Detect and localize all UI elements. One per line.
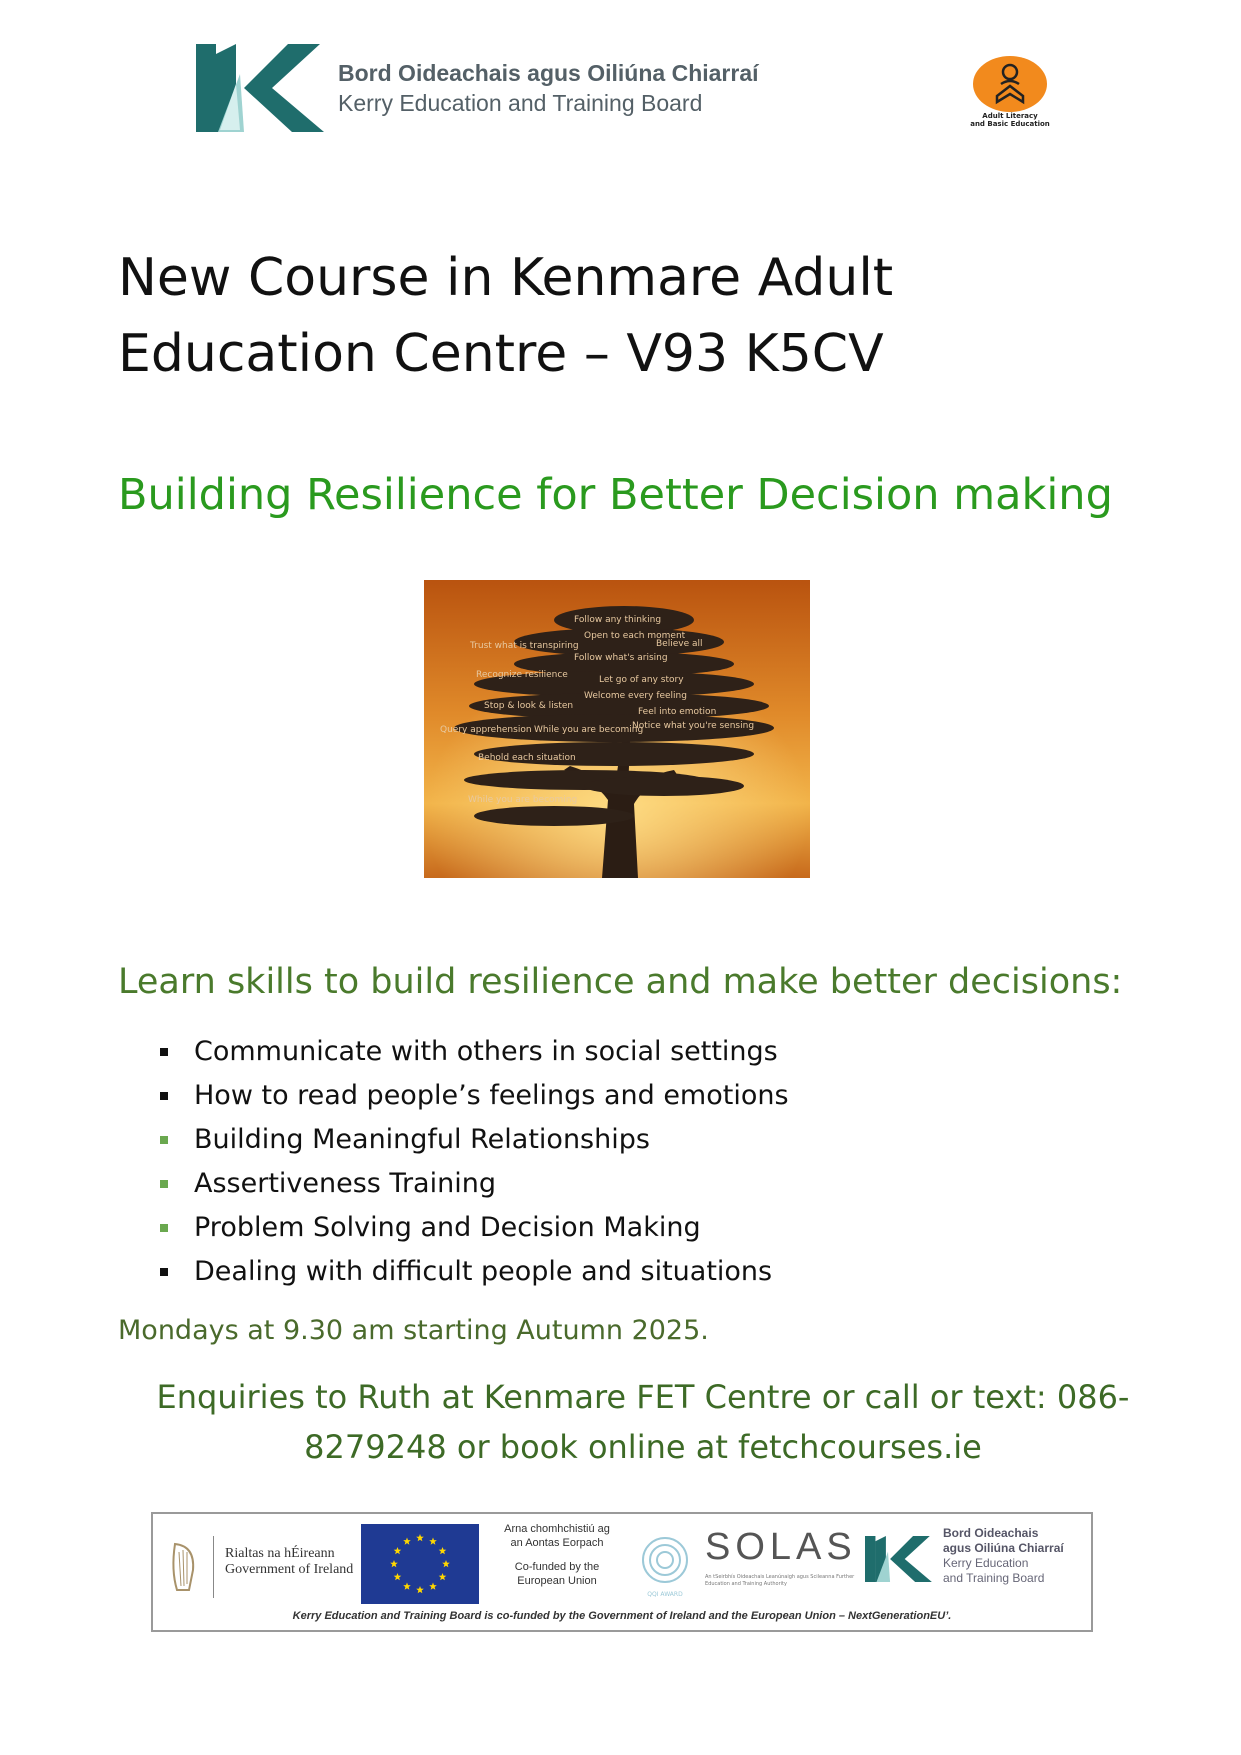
gov-irish: Rialtas na hÉireann	[225, 1546, 335, 1561]
skill-text: Problem Solving and Decision Making	[194, 1212, 701, 1243]
tree-phrase: Behold each situation	[478, 753, 576, 763]
skill-text: Assertiveness Training	[194, 1168, 496, 1199]
badge-caption-2: and Basic Education	[970, 120, 1050, 128]
skills-heading: Learn skills to build resilience and make better decisions:	[118, 962, 1123, 1002]
reading-person-icon	[973, 56, 1047, 112]
org-name-english: Kerry Education and Training Board	[338, 90, 703, 116]
skills-list	[158, 1030, 789, 1294]
tree-phrase: Open to each moment	[584, 631, 686, 641]
tree-phrase: Recognize resilience	[476, 670, 568, 680]
eu-irish-2: an Aontas Eorpach	[510, 1537, 604, 1549]
eu-english-1: Co-funded by the	[514, 1561, 600, 1573]
eu-cofunded-label	[487, 1522, 627, 1588]
solas-logo: SOLAS	[705, 1526, 857, 1568]
qqi-label: QQI AWARD	[647, 1591, 683, 1598]
tree-phrase: Follow what's arising	[574, 653, 668, 663]
page-title-line-1: New Course in Kenmare Adult	[118, 248, 894, 308]
org-name-irish: Bord Oideachais agus Oiliúna Chiarraí	[338, 60, 759, 86]
schedule-text: Mondays at 9.30 am starting Autumn 2025.	[118, 1315, 709, 1346]
enquiries-line-1: Enquiries to Ruth at Kenmare FET Centre or call or text: 086-	[156, 1378, 1130, 1416]
ktb-english-2: and Training Board	[943, 1571, 1045, 1585]
ktb-irish-2: agus Oiliúna Chiarraí	[943, 1541, 1064, 1555]
ktb-english-1: Kerry Education	[943, 1556, 1029, 1570]
tree-phrase: Trust what is transpiring	[470, 641, 579, 651]
tree-phrase: While you are becoming	[534, 725, 644, 735]
funding-caption: Kerry Education and Training Board is co-funded by the Government of Ireland and the European Union – NextGenerationEU’.	[292, 1610, 952, 1622]
list-item	[158, 1250, 789, 1294]
tree-phrase: Follow any thinking	[574, 615, 662, 625]
skill-text: Building Meaningful Relationships	[194, 1124, 650, 1155]
list-item	[158, 1206, 789, 1250]
tree-phrase: Query apprehension	[440, 725, 532, 735]
solas-subtitle: An tSeirbhís Oideachais Leanúnaigh agus Scileanna Further Education and Training Authority	[705, 1574, 855, 1587]
enquiries-line-2: 8279248 or book online at fetchcourses.ie	[304, 1428, 982, 1466]
tree-phrase: Let go of any story	[599, 675, 684, 685]
ktb-irish-1: Bord Oideachais	[943, 1526, 1039, 1540]
tree-phrase: While you are becoming	[468, 795, 578, 805]
resilience-tree-image	[424, 580, 810, 878]
kerry-etb-logo-small	[865, 1524, 935, 1594]
skill-text: How to read people’s feelings and emotions	[194, 1080, 789, 1111]
list-item	[158, 1030, 789, 1074]
harp-icon	[169, 1540, 199, 1594]
qqi-award-icon	[635, 1532, 695, 1602]
enquiries-text	[118, 1372, 1168, 1472]
tree-phrase: Notice what you're sensing	[632, 721, 755, 731]
eu-irish-1: Arna chomhchistiú ag	[504, 1523, 610, 1535]
adult-literacy-badge	[960, 56, 1060, 132]
page-title-line-2: Education Centre – V93 K5CV	[118, 324, 884, 384]
eu-flag-icon	[361, 1524, 479, 1604]
tree-phrase: Feel into emotion	[638, 707, 717, 717]
list-item	[158, 1118, 789, 1162]
list-item	[158, 1162, 789, 1206]
gov-english: Government of Ireland	[225, 1562, 354, 1577]
kerry-etb-name-small	[943, 1526, 1064, 1586]
tree-phrase: Believe all	[656, 639, 703, 649]
eu-english-2: European Union	[517, 1575, 597, 1587]
tree-phrase: Welcome every feeling	[584, 691, 687, 701]
bullet-icon	[160, 1180, 168, 1188]
government-label	[225, 1546, 353, 1578]
badge-caption-1: Adult Literacy	[982, 112, 1038, 120]
skill-text: Communicate with others in social settings	[194, 1036, 778, 1067]
skill-text: Dealing with difficult people and situations	[194, 1256, 773, 1287]
bullet-icon	[160, 1224, 168, 1232]
funding-banner	[151, 1512, 1093, 1632]
bullet-icon	[160, 1136, 168, 1144]
bullet-icon	[160, 1092, 168, 1100]
page-title	[118, 240, 1118, 392]
kerry-etb-logo	[196, 44, 330, 132]
org-name	[338, 60, 759, 117]
bullet-icon	[160, 1048, 168, 1056]
course-title: Building Resilience for Better Decision making	[118, 470, 1113, 520]
divider	[213, 1536, 214, 1598]
list-item	[158, 1074, 789, 1118]
tree-phrase: Stop & look & listen	[484, 701, 574, 711]
bullet-icon	[160, 1268, 168, 1276]
